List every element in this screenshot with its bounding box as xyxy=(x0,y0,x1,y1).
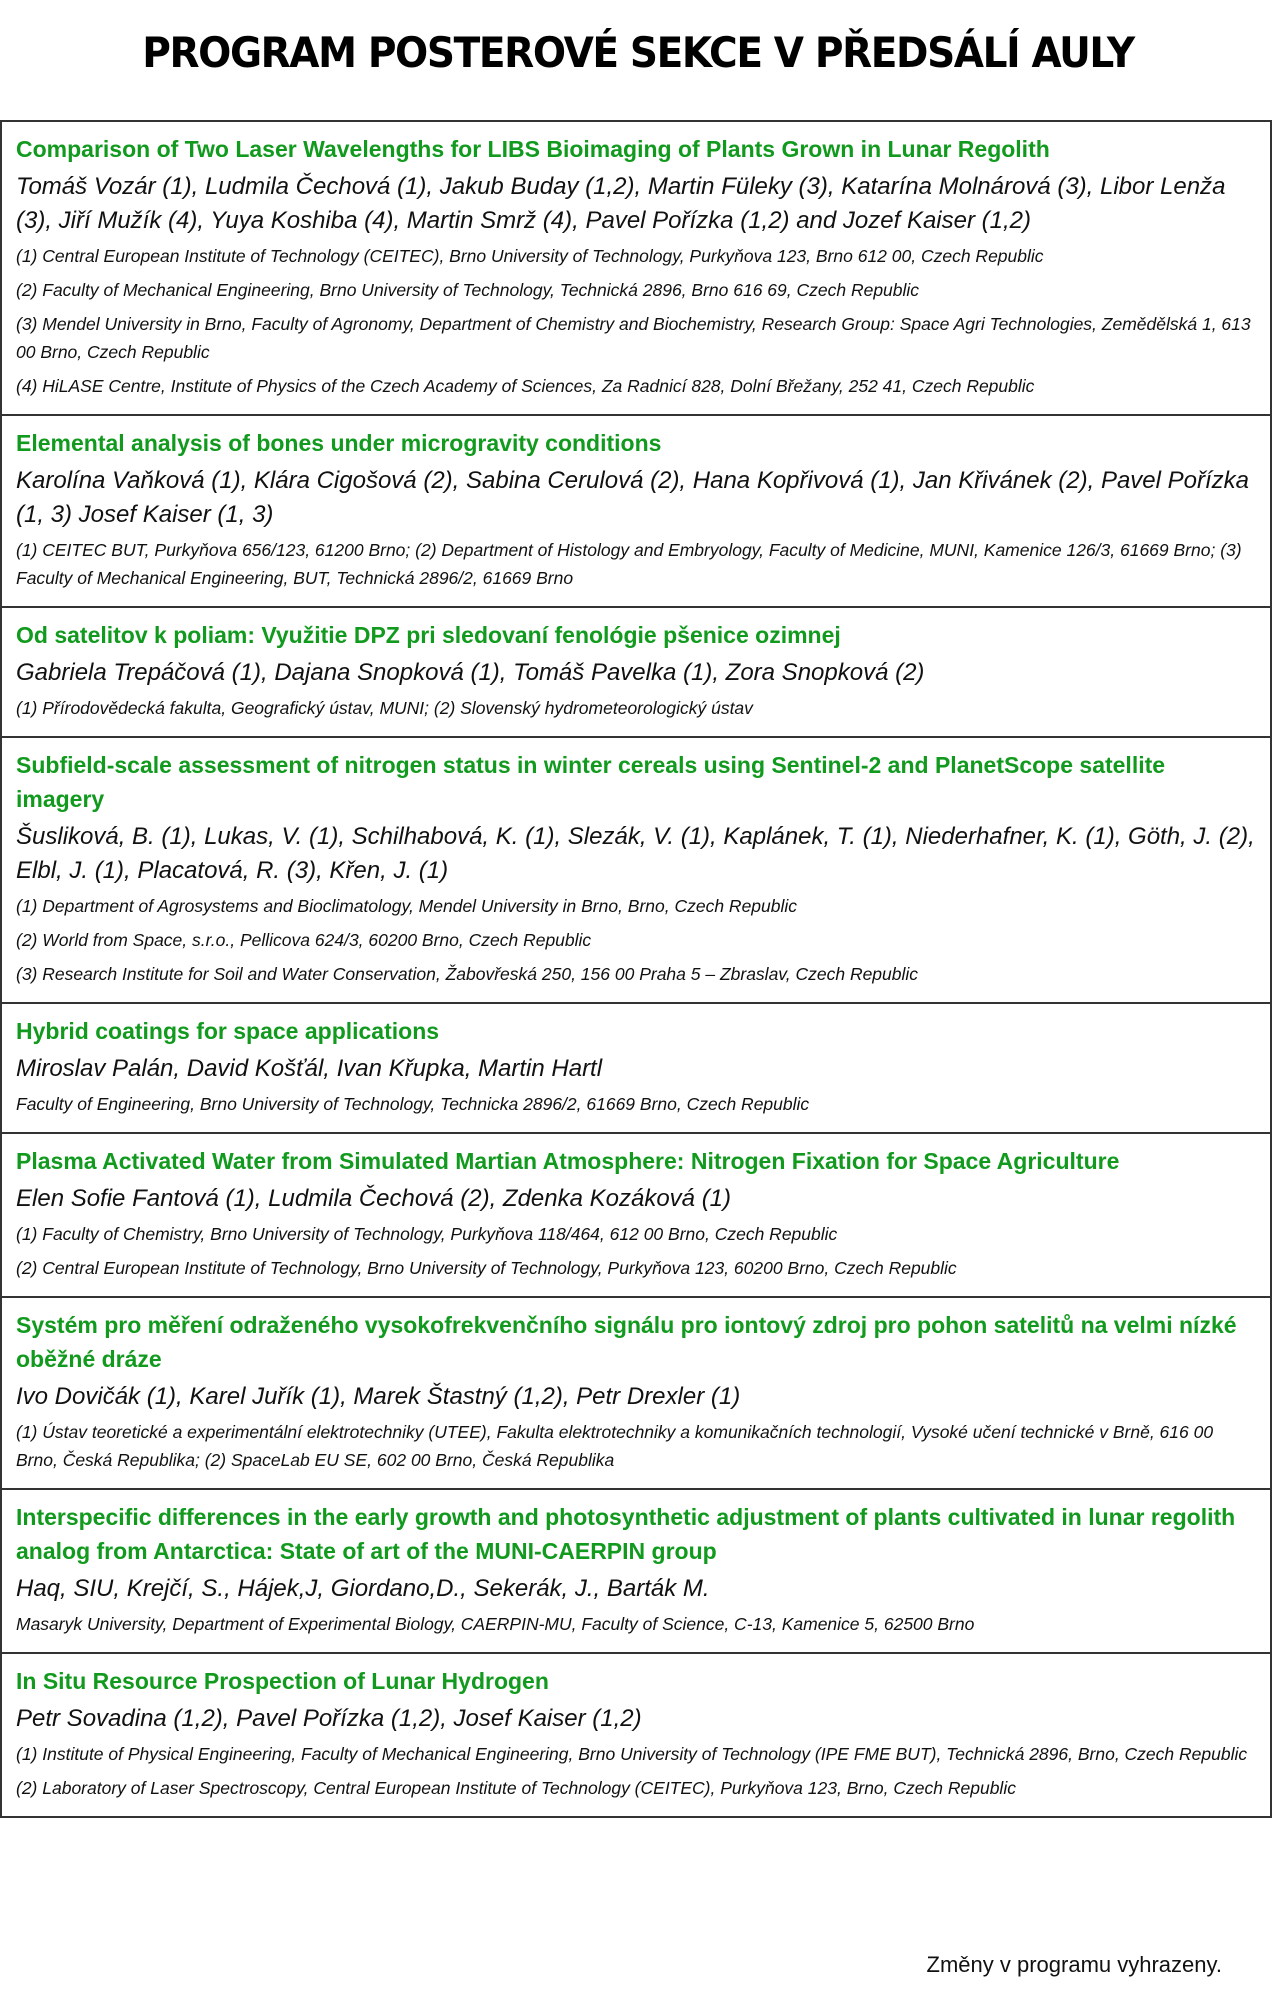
affiliation-line: (2) Laboratory of Laser Spectroscopy, Central European Institute of Technology (CEITEC), Purkyňova 123, Brno, Czech Republic xyxy=(16,1778,1016,1798)
poster-title: Od satelitov k poliam: Využitie DPZ pri sledovaní fenológie pšenice ozimnej xyxy=(16,622,841,648)
poster-title: Systém pro měření odraženého vysokofrekvenčního signálu pro iontový zdroj pro pohon satelitů na velmi nízké oběžné dráze xyxy=(16,1312,1237,1372)
poster-affiliations xyxy=(16,1418,1256,1474)
poster-authors: Haq, SIU, Krejčí, S., Hájek,J, Giordano,D., Sekerák, J., Barták M. xyxy=(16,1575,710,1602)
affiliation-line: (3) Mendel University in Brno, Faculty of Agronomy, Department of Chemistry and Biochemistry, Research Group: Space Agri Technologies, Zemědělská 1, 613 00 Brno, Czech Republic xyxy=(16,314,1251,362)
poster-entry xyxy=(2,122,1270,414)
poster-title: In Situ Resource Prospection of Lunar Hydrogen xyxy=(16,1668,549,1694)
affiliation-line: (2) Central European Institute of Technology, Brno University of Technology, Purkyňova 123, 60200 Brno, Czech Republic xyxy=(16,1258,957,1278)
poster-title: Plasma Activated Water from Simulated Martian Atmosphere: Nitrogen Fixation for Space Agriculture xyxy=(16,1148,1120,1174)
poster-program-table xyxy=(0,120,1272,1818)
poster-title: Hybrid coatings for space applications xyxy=(16,1018,440,1044)
poster-authors: Gabriela Trepáčová (1), Dajana Snopková (1), Tomáš Pavelka (1), Zora Snopková (2) xyxy=(16,659,925,686)
affiliation-line: (1) Institute of Physical Engineering, Faculty of Mechanical Engineering, Brno University of Technology (IPE FME BUT), Technická 2896, Brno, Czech Republic xyxy=(16,1744,1248,1764)
affiliation-line: Faculty of Engineering, Brno University of Technology, Technicka 2896/2, 61669 Brno, Czech Republic xyxy=(16,1094,810,1114)
poster-title: Comparison of Two Laser Wavelengths for LIBS Bioimaging of Plants Grown in Lunar Regolith xyxy=(16,136,1050,162)
poster-entry xyxy=(2,606,1270,736)
poster-entry xyxy=(2,1488,1270,1652)
poster-authors: Elen Sofie Fantová (1), Ludmila Čechová (2), Zdenka Kozáková (1) xyxy=(16,1185,732,1212)
poster-title: Elemental analysis of bones under microgravity conditions xyxy=(16,430,662,456)
affiliation-line: (1) Ústav teoretické a experimentální elektrotechniky (UTEE), Fakulta elektrotechniky a komunikačních technologií, Vysoké učení technické v Brně, 616 00 Brno, Česká Republika; (2) SpaceLab EU SE, 602 00 Brno, Česká Republika xyxy=(16,1422,1214,1470)
poster-affiliations xyxy=(16,1740,1256,1802)
poster-title: Interspecific differences in the early growth and photosynthetic adjustment of plants cultivated in lunar regolith analog from Antarctica: State of art of the MUNI-CAERPIN group xyxy=(16,1504,1236,1564)
poster-authors: Tomáš Vozár (1), Ludmila Čechová (1), Jakub Buday (1,2), Martin Füleky (3), Katarína Molnárová (3), Libor Lenža (3), Jiří Mužík (4), Yuya Koshiba (4), Martin Smrž (4), Pavel Pořízka (1,2) and Jozef Kaiser (1,2) xyxy=(16,173,1226,234)
poster-entry xyxy=(2,736,1270,1002)
affiliation-line: (1) Faculty of Chemistry, Brno University of Technology, Purkyňova 118/464, 612 00 Brno, Czech Republic xyxy=(16,1224,838,1244)
poster-affiliations xyxy=(16,694,1256,722)
affiliation-line: (1) CEITEC BUT, Purkyňova 656/123, 61200 Brno; (2) Department of Histology and Embryology, Faculty of Medicine, MUNI, Kamenice 126/3, 61669 Brno; (3) Faculty of Mechanical Engineering, BUT, Technická 2896/2, 61669 Brno xyxy=(16,540,1242,588)
poster-authors: Ivo Dovičák (1), Karel Juřík (1), Marek Štastný (1,2), Petr Drexler (1) xyxy=(16,1383,741,1410)
affiliation-line: (1) Přírodovědecká fakulta, Geografický ústav, MUNI; (2) Slovenský hydrometeorologický ústav xyxy=(16,698,753,718)
affiliation-line: (1) Central European Institute of Technology (CEITEC), Brno University of Technology, Purkyňova 123, Brno 612 00, Czech Republic xyxy=(16,246,1044,266)
poster-affiliations xyxy=(16,536,1256,592)
poster-title: Subfield-scale assessment of nitrogen status in winter cereals using Sentinel-2 and PlanetScope satellite imagery xyxy=(16,752,1166,812)
affiliation-line: (3) Research Institute for Soil and Water Conservation, Žabovřeská 250, 156 00 Praha 5 – Zbraslav, Czech Republic xyxy=(16,964,919,984)
poster-affiliations xyxy=(16,892,1256,988)
poster-affiliations xyxy=(16,1220,1256,1282)
page-title: PROGRAM POSTEROVÉ SEKCE V PŘEDSÁLÍ AULY xyxy=(142,28,1134,77)
poster-authors: Petr Sovadina (1,2), Pavel Pořízka (1,2), Josef Kaiser (1,2) xyxy=(16,1705,642,1732)
poster-authors: Karolína Vaňková (1), Klára Cigošová (2), Sabina Cerulová (2), Hana Kopřivová (1), Jan Křivánek (2), Pavel Pořízka (1, 3) Josef Kaiser (1, 3) xyxy=(16,467,1250,528)
footer-note: Změny v programu vyhrazeny. xyxy=(926,1952,1222,1977)
affiliation-line: (4) HiLASE Centre, Institute of Physics of the Czech Academy of Sciences, Za Radnicí 828, Dolní Břežany, 252 41, Czech Republic xyxy=(16,376,1035,396)
poster-authors: Miroslav Palán, David Košťál, Ivan Křupka, Martin Hartl xyxy=(16,1055,603,1082)
poster-entry xyxy=(2,414,1270,606)
poster-entry xyxy=(2,1002,1270,1132)
poster-affiliations xyxy=(16,1090,1256,1118)
poster-affiliations xyxy=(16,1610,1256,1638)
affiliation-line: (2) World from Space, s.r.o., Pellicova 624/3, 60200 Brno, Czech Republic xyxy=(16,930,592,950)
affiliation-line: Masaryk University, Department of Experimental Biology, CAERPIN-MU, Faculty of Science, C-13, Kamenice 5, 62500 Brno xyxy=(16,1614,975,1634)
poster-entry xyxy=(2,1296,1270,1488)
poster-entry xyxy=(2,1132,1270,1296)
poster-entry xyxy=(2,1652,1270,1816)
affiliation-line: (1) Department of Agrosystems and Bioclimatology, Mendel University in Brno, Brno, Czech Republic xyxy=(16,896,798,916)
poster-affiliations xyxy=(16,242,1256,400)
affiliation-line: (2) Faculty of Mechanical Engineering, Brno University of Technology, Technická 2896, Brno 616 69, Czech Republic xyxy=(16,280,920,300)
poster-authors: Šusliková, B. (1), Lukas, V. (1), Schilhabová, K. (1), Slezák, V. (1), Kaplánek, T. (1), Niederhafner, K. (1), Göth, J. (2), Elbl, J. (1), Placatová, R. (3), Křen, J. (1) xyxy=(16,823,1255,884)
